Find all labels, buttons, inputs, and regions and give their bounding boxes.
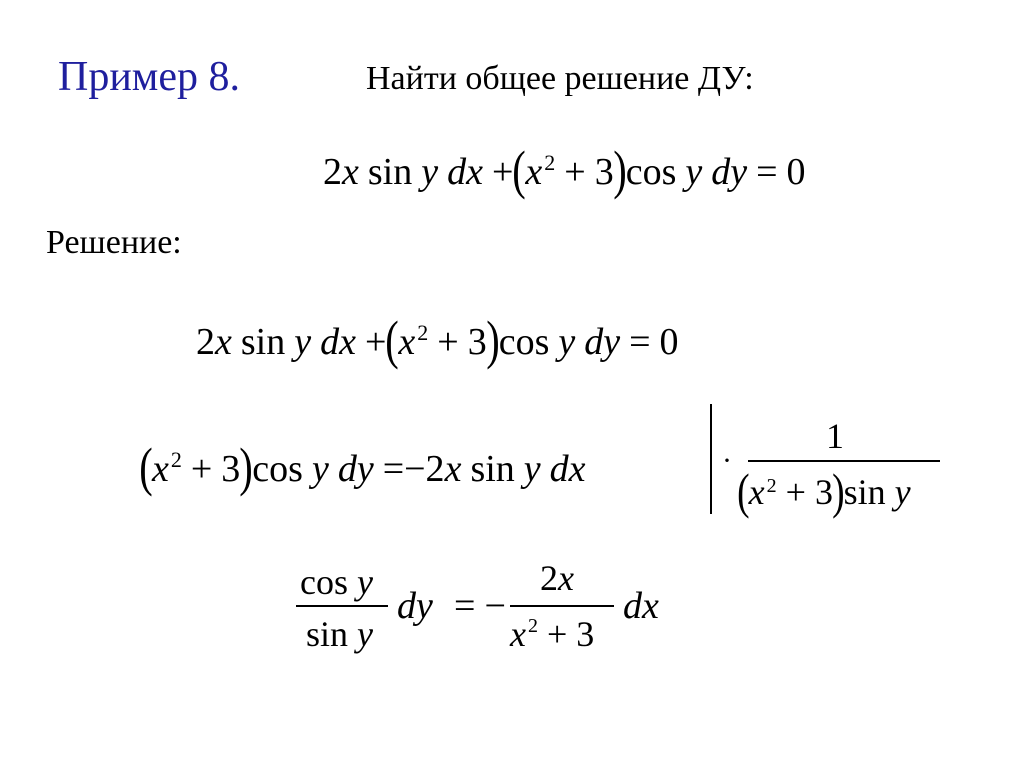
vertical-bar [710, 404, 712, 514]
eq-term: 2 [196, 321, 215, 363]
eq-term: 3 [576, 614, 595, 654]
eq-term: ( [385, 310, 400, 370]
eq-term: sin [240, 321, 286, 363]
eq-term: x [398, 321, 416, 363]
eq-term: y [421, 151, 439, 193]
fraction-left-bar [296, 605, 388, 607]
multiplier-denominator [737, 463, 911, 519]
eq-term: y [311, 448, 329, 490]
eq-term: dy [584, 321, 621, 363]
eq-term: sin [306, 614, 349, 654]
eq-term: y [357, 614, 373, 654]
eq-term: − [484, 585, 506, 627]
eq-term: 0 [659, 321, 679, 363]
differential-dx: dx [623, 585, 659, 627]
eq-term: + [785, 472, 806, 512]
eq-term: y [294, 321, 312, 363]
eq-term: + [364, 321, 387, 363]
eq-term: + [546, 614, 568, 654]
eq-term: = [454, 585, 476, 627]
eq-term: + [564, 151, 586, 193]
eq-term: x [748, 472, 765, 512]
eq-term: −2 [404, 448, 445, 490]
task-text: Найти общее решение ДУ: [366, 60, 754, 97]
eq-term: 3 [221, 448, 241, 490]
fraction-right-bar [510, 605, 614, 607]
equation-separated [139, 437, 586, 497]
eq-term: y [685, 151, 703, 193]
eq-term: = [629, 321, 651, 363]
slide-title: Пример 8. [58, 54, 241, 100]
eq-term: sin [470, 448, 515, 490]
eq-term: 2 [170, 447, 182, 472]
eq-term: ) [612, 140, 627, 200]
eq-term: cos [625, 151, 677, 193]
eq-term: x [510, 614, 526, 654]
eq-term: + [437, 321, 459, 363]
eq-term: cos [498, 321, 550, 363]
eq-term: ( [139, 437, 153, 497]
eq-term: y [894, 472, 911, 512]
eq-term: dx [320, 321, 356, 363]
eq-term: + [190, 448, 213, 490]
equation-restated [196, 310, 679, 370]
eq-term: sin [843, 472, 886, 512]
eq-term: 2 [540, 558, 558, 598]
eq-term: dy [711, 151, 748, 193]
eq-term: 2 [527, 615, 538, 637]
eq-term: dy [337, 448, 374, 490]
multiply-dot: · [722, 444, 732, 477]
fraction-left-numerator [300, 564, 373, 600]
eq-term: 3 [594, 151, 614, 193]
eq-term: ) [485, 310, 500, 370]
eq-term: x [151, 448, 169, 490]
eq-term: + [491, 151, 514, 193]
eq-term: ) [832, 463, 845, 519]
fraction-left-denominator [306, 616, 373, 652]
fraction-right-denominator [510, 616, 594, 652]
eq-term: = [382, 448, 405, 490]
eq-term: y [357, 562, 373, 602]
multiplier-fraction-bar [748, 460, 940, 462]
solution-label: Решение: [46, 224, 182, 261]
eq-term: y [523, 448, 541, 490]
eq-term: ) [239, 437, 254, 497]
eq-term: dx [447, 151, 483, 193]
eq-term: 3 [467, 321, 487, 363]
eq-term: dx [549, 448, 586, 490]
eq-term: y [558, 321, 576, 363]
eq-term: ( [737, 463, 750, 519]
fraction-right-numerator [540, 560, 574, 596]
eq-term: 2 [544, 150, 556, 175]
eq-term: ( [512, 140, 527, 200]
eq-term: 0 [786, 151, 806, 193]
equals-minus [454, 587, 506, 625]
eq-term: 3 [814, 472, 833, 512]
eq-term: = [756, 151, 778, 193]
equation-given [323, 140, 806, 200]
eq-term: 2 [323, 151, 342, 193]
eq-term: sin [367, 151, 413, 193]
multiplier-numerator: 1 [826, 416, 844, 456]
eq-term: x [525, 151, 543, 193]
eq-term: x [215, 321, 232, 363]
eq-term: x [444, 448, 462, 490]
eq-term: 2 [766, 475, 777, 497]
eq-term: x [558, 558, 574, 598]
eq-term: x [342, 151, 359, 193]
eq-term: cos [252, 448, 303, 490]
eq-term: cos [300, 562, 348, 602]
differential-dy: dy [397, 585, 433, 627]
eq-term: 2 [417, 320, 429, 345]
